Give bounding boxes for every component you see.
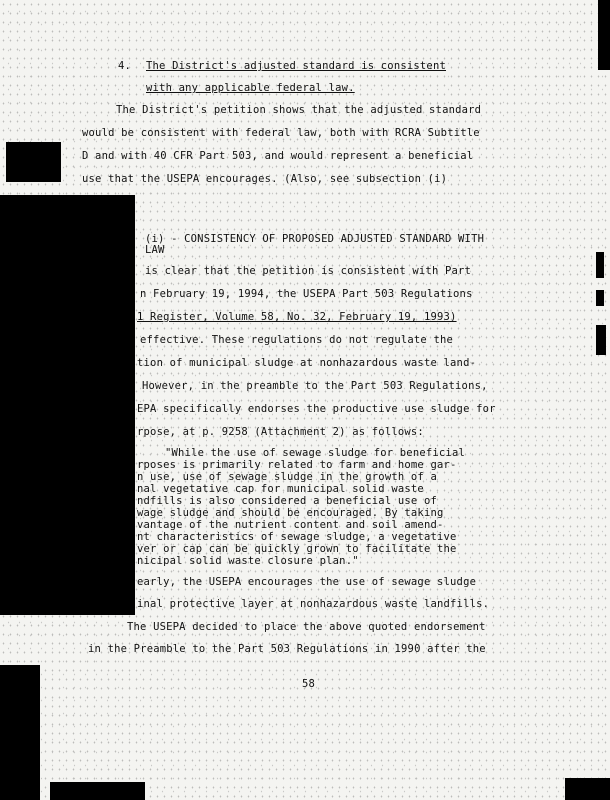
- paragraph-2-line: tion of municipal sludge at nonhazardous waste land-: [137, 357, 477, 369]
- quote-line: n use, use of sewage sludge in the growth of a: [137, 471, 437, 483]
- quote-line: vantage of the nutrient content and soil amend-: [137, 519, 444, 531]
- paragraph-2-line: 1 Register, Volume 58, No. 32, February 19, 1993): [137, 311, 457, 323]
- paragraph-1-line: would be consistent with federal law, both with RCRA Subtitle: [82, 127, 480, 139]
- paragraph-1-line: D and with 40 CFR Part 503, and would represent a beneficial: [82, 150, 474, 162]
- scan-edge-mark: [598, 0, 610, 70]
- scan-edge-mark: [0, 665, 40, 800]
- section-heading-line-1: (i) - CONSISTENCY OF PROPOSED ADJUSTED STANDARD WITH: [145, 233, 485, 245]
- redaction-block-large: [0, 195, 135, 615]
- redaction-block-small: [6, 142, 61, 182]
- scan-edge-mark: [565, 778, 610, 800]
- page-number: 58: [302, 678, 316, 690]
- paragraph-2-line: However, in the preamble to the Part 503 Regulations,: [142, 380, 488, 392]
- quote-line: nal vegetative cap for municipal solid waste: [137, 483, 424, 495]
- heading-line-1: The District's adjusted standard is consistent: [146, 60, 446, 72]
- section-heading-line-2: LAW: [145, 244, 165, 256]
- paragraph-2-line: n February 19, 1994, the USEPA Part 503 Regulations: [140, 288, 473, 300]
- quote-line: ndfills is also considered a beneficial use of: [137, 495, 437, 507]
- section-number: 4.: [118, 60, 132, 72]
- heading-line-2: with any applicable federal law.: [146, 82, 355, 94]
- scan-edge-mark: [596, 252, 604, 278]
- paragraph-2-line: rpose, at p. 9258 (Attachment 2) as follows:: [137, 426, 424, 438]
- paragraph-2-line: effective. These regulations do not regulate the: [140, 334, 454, 346]
- quote-line: wage sludge and should be encouraged. By taking: [137, 507, 444, 519]
- quote-line: rposes is primarily related to farm and home gar-: [137, 459, 457, 471]
- quote-line: ver or cap can be quickly grown to facilitate the: [137, 543, 457, 555]
- paragraph-1-line: The District's petition shows that the adjusted standard: [116, 104, 482, 116]
- paragraph-4-line: in the Preamble to the Part 503 Regulations in 1990 after the: [88, 643, 486, 655]
- scan-edge-mark: [596, 325, 606, 355]
- paragraph-2-line: is clear that the petition is consistent with Part: [145, 265, 472, 277]
- quote-line: nicipal solid waste closure plan.": [137, 555, 359, 567]
- paragraph-1-line: use that the USEPA encourages. (Also, see subsection (i): [82, 173, 448, 185]
- paragraph-3-line: early, the USEPA encourages the use of sewage sludge: [137, 576, 477, 588]
- scan-edge-mark: [596, 290, 604, 306]
- quote-line: "While the use of sewage sludge for beneficial: [165, 447, 465, 459]
- paragraph-2-line: EPA specifically endorses the productive use sludge for: [137, 403, 496, 415]
- paragraph-3-line: inal protective layer at nonhazardous waste landfills.: [137, 598, 490, 610]
- quote-line: nt characteristics of sewage sludge, a vegetative: [137, 531, 457, 543]
- paragraph-4-line: The USEPA decided to place the above quoted endorsement: [127, 621, 486, 633]
- scan-edge-mark: [50, 782, 145, 800]
